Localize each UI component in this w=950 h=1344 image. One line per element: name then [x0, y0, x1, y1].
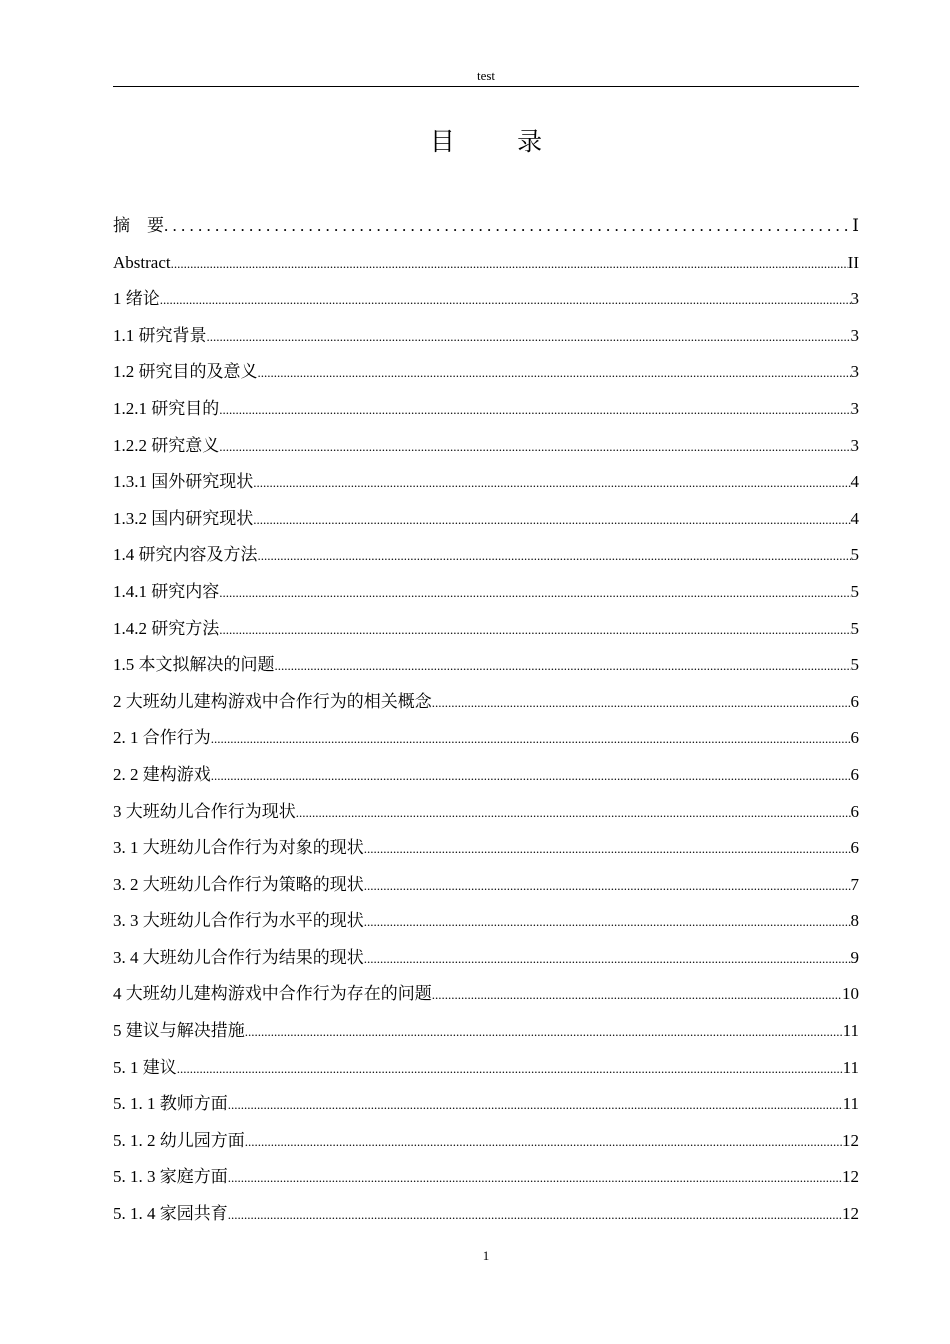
running-header: test	[476, 68, 496, 83]
toc-entry-page: 3	[850, 289, 859, 309]
toc-entry-page: Ⅰ	[852, 216, 859, 235]
toc-entry-label: 3. 2 大班幼儿合作行为策略的现状	[113, 874, 364, 894]
toc-title: 目 录	[429, 129, 571, 156]
toc-dot-leader	[219, 612, 850, 649]
toc-entry-label: 5. 1. 4 家园共育	[113, 1204, 228, 1224]
toc-entry-page: 3	[850, 435, 859, 455]
header-rule	[113, 86, 859, 87]
toc-dot-leader	[432, 685, 851, 722]
toc-entry-label: 3. 4 大班幼儿合作行为结果的现状	[113, 947, 364, 967]
toc-entry[interactable]	[113, 1123, 859, 1160]
toc-entry-label: 5. 1 建议	[113, 1057, 177, 1077]
toc-entry[interactable]	[113, 611, 859, 648]
toc-dot-leader	[219, 429, 850, 466]
toc-dot-leader	[177, 1051, 843, 1088]
toc-entry[interactable]	[113, 574, 859, 611]
toc-entry-page: 4	[850, 472, 859, 492]
toc-entry-label: 1 绪论	[113, 289, 160, 309]
toc-dot-leader	[228, 1160, 842, 1197]
toc-entry-label: 1.3.1 国外研究现状	[113, 472, 254, 492]
toc-entry-label: 1.5 本文拟解决的问题	[113, 655, 275, 675]
toc-entry-page: 5	[850, 618, 859, 638]
toc-dot-leader	[160, 282, 851, 319]
toc-dot-leader	[228, 1087, 843, 1124]
toc-entry[interactable]	[113, 537, 859, 574]
toc-entry[interactable]	[113, 1196, 859, 1233]
toc-entry-page: 11	[842, 1021, 859, 1041]
toc-entry[interactable]	[113, 1013, 859, 1050]
toc-entry-label: 1.4 研究内容及方法	[113, 545, 258, 565]
toc-entry-label: Abstract	[113, 252, 171, 272]
toc-entry-label: 5. 1. 1 教师方面	[113, 1094, 228, 1114]
toc-entry-label: 5. 1. 3 家庭方面	[113, 1167, 228, 1187]
toc-dot-leader	[171, 246, 848, 283]
toc-entry[interactable]	[113, 1159, 859, 1196]
toc-entry-page: 7	[850, 874, 859, 894]
toc-entry-page: 9	[850, 947, 859, 967]
toc-entry-page: 6	[850, 838, 859, 858]
toc-entry[interactable]	[113, 684, 859, 721]
toc-entry[interactable]	[113, 245, 859, 282]
toc-entry-label: 2. 1 合作行为	[113, 728, 211, 748]
toc-dot-leader	[245, 1124, 842, 1161]
toc-entry-page: 11	[842, 1057, 859, 1077]
toc-entry-label: 4 大班幼儿建构游戏中合作行为存在的问题	[113, 984, 432, 1004]
toc-entry-page: 6	[850, 691, 859, 711]
toc-dot-leader	[253, 465, 850, 502]
toc-entry-page: 6	[850, 801, 859, 821]
toc-dot-leader	[296, 795, 851, 832]
footer-page-number: 1	[482, 1248, 490, 1263]
toc-entry-label: 1.2.2 研究意义	[113, 435, 220, 455]
toc-entry-label: 1.4.1 研究内容	[113, 581, 220, 601]
toc-dot-leader	[219, 392, 850, 429]
toc-dot-leader	[258, 538, 851, 575]
toc-dot-leader	[258, 355, 851, 392]
toc-entry-label: 2 大班幼儿建构游戏中合作行为的相关概念	[113, 691, 432, 711]
toc-entry-label: 1.2 研究目的及意义	[113, 362, 258, 382]
toc-entry-page: 12	[842, 1204, 859, 1224]
toc-entry[interactable]	[113, 1050, 859, 1087]
toc-entry[interactable]	[113, 976, 859, 1013]
toc-entry[interactable]	[113, 940, 859, 977]
toc-dot-leader	[219, 575, 850, 612]
toc-dot-leader	[228, 1197, 842, 1234]
toc-entry[interactable]	[113, 391, 859, 428]
toc-dot-leader	[207, 319, 851, 356]
toc-entry-label: 5. 1. 2 幼儿园方面	[113, 1130, 245, 1150]
toc-entry[interactable]	[113, 757, 859, 794]
toc-entry[interactable]	[113, 647, 859, 684]
toc-dot-leader	[364, 831, 851, 868]
toc-entry-label: 摘 要	[113, 216, 164, 235]
toc-entry-label: 1.4.2 研究方法	[113, 618, 220, 638]
toc-dot-leader	[211, 721, 851, 758]
toc-dot-leader	[245, 1014, 843, 1051]
toc-entry-page: 5	[850, 545, 859, 565]
toc-entry-page: 8	[850, 911, 859, 931]
toc-dot-leader	[364, 904, 851, 941]
toc-dot-leader	[253, 502, 850, 539]
toc-entry[interactable]	[113, 867, 859, 904]
toc-dot-leader	[275, 648, 851, 685]
toc-entry-page: 12	[842, 1130, 859, 1150]
toc-dot-leader	[432, 977, 842, 1014]
toc-entry[interactable]	[113, 428, 859, 465]
toc-entry-label: 3 大班幼儿合作行为现状	[113, 801, 296, 821]
toc-entry[interactable]	[113, 354, 859, 391]
toc-entry[interactable]	[113, 318, 859, 355]
toc-entry-page: 3	[850, 325, 859, 345]
toc-dot-leader	[211, 758, 851, 795]
toc-entry-page: 5	[850, 581, 859, 601]
toc-entry-page: 3	[850, 362, 859, 382]
toc-entry-page: II	[847, 252, 859, 272]
toc-entry[interactable]	[113, 281, 859, 318]
toc-entry-page: 10	[842, 984, 859, 1004]
toc-entry[interactable]	[113, 794, 859, 831]
toc-entry[interactable]	[113, 1086, 859, 1123]
toc-entry-label: 2. 2 建构游戏	[113, 764, 211, 784]
toc-dot-leader	[364, 941, 851, 978]
toc-dot-leader	[364, 868, 851, 905]
toc-entry-label: 5 建议与解决措施	[113, 1021, 245, 1041]
toc-entry[interactable]	[113, 903, 859, 940]
toc-entry-page: 12	[842, 1167, 859, 1187]
toc-entry[interactable]	[113, 501, 859, 538]
toc-list	[113, 208, 859, 1233]
toc-entry-page: 3	[850, 398, 859, 418]
toc-entry[interactable]	[113, 464, 859, 501]
toc-entry[interactable]	[113, 830, 859, 867]
toc-entry-page: 6	[850, 764, 859, 784]
toc-entry-page: 11	[842, 1094, 859, 1114]
toc-entry-page: 4	[850, 508, 859, 528]
toc-entry-label: 3. 1 大班幼儿合作行为对象的现状	[113, 838, 364, 858]
toc-entry-label: 1.3.2 国内研究现状	[113, 508, 254, 528]
toc-entry-label: 1.2.1 研究目的	[113, 398, 220, 418]
toc-entry-page: 6	[850, 728, 859, 748]
toc-dot-leader	[164, 208, 852, 246]
toc-entry[interactable]	[113, 208, 859, 245]
toc-entry-label: 1.1 研究背景	[113, 325, 207, 345]
toc-entry-label: 3. 3 大班幼儿合作行为水平的现状	[113, 911, 364, 931]
toc-entry[interactable]	[113, 720, 859, 757]
toc-entry-page: 5	[850, 655, 859, 675]
